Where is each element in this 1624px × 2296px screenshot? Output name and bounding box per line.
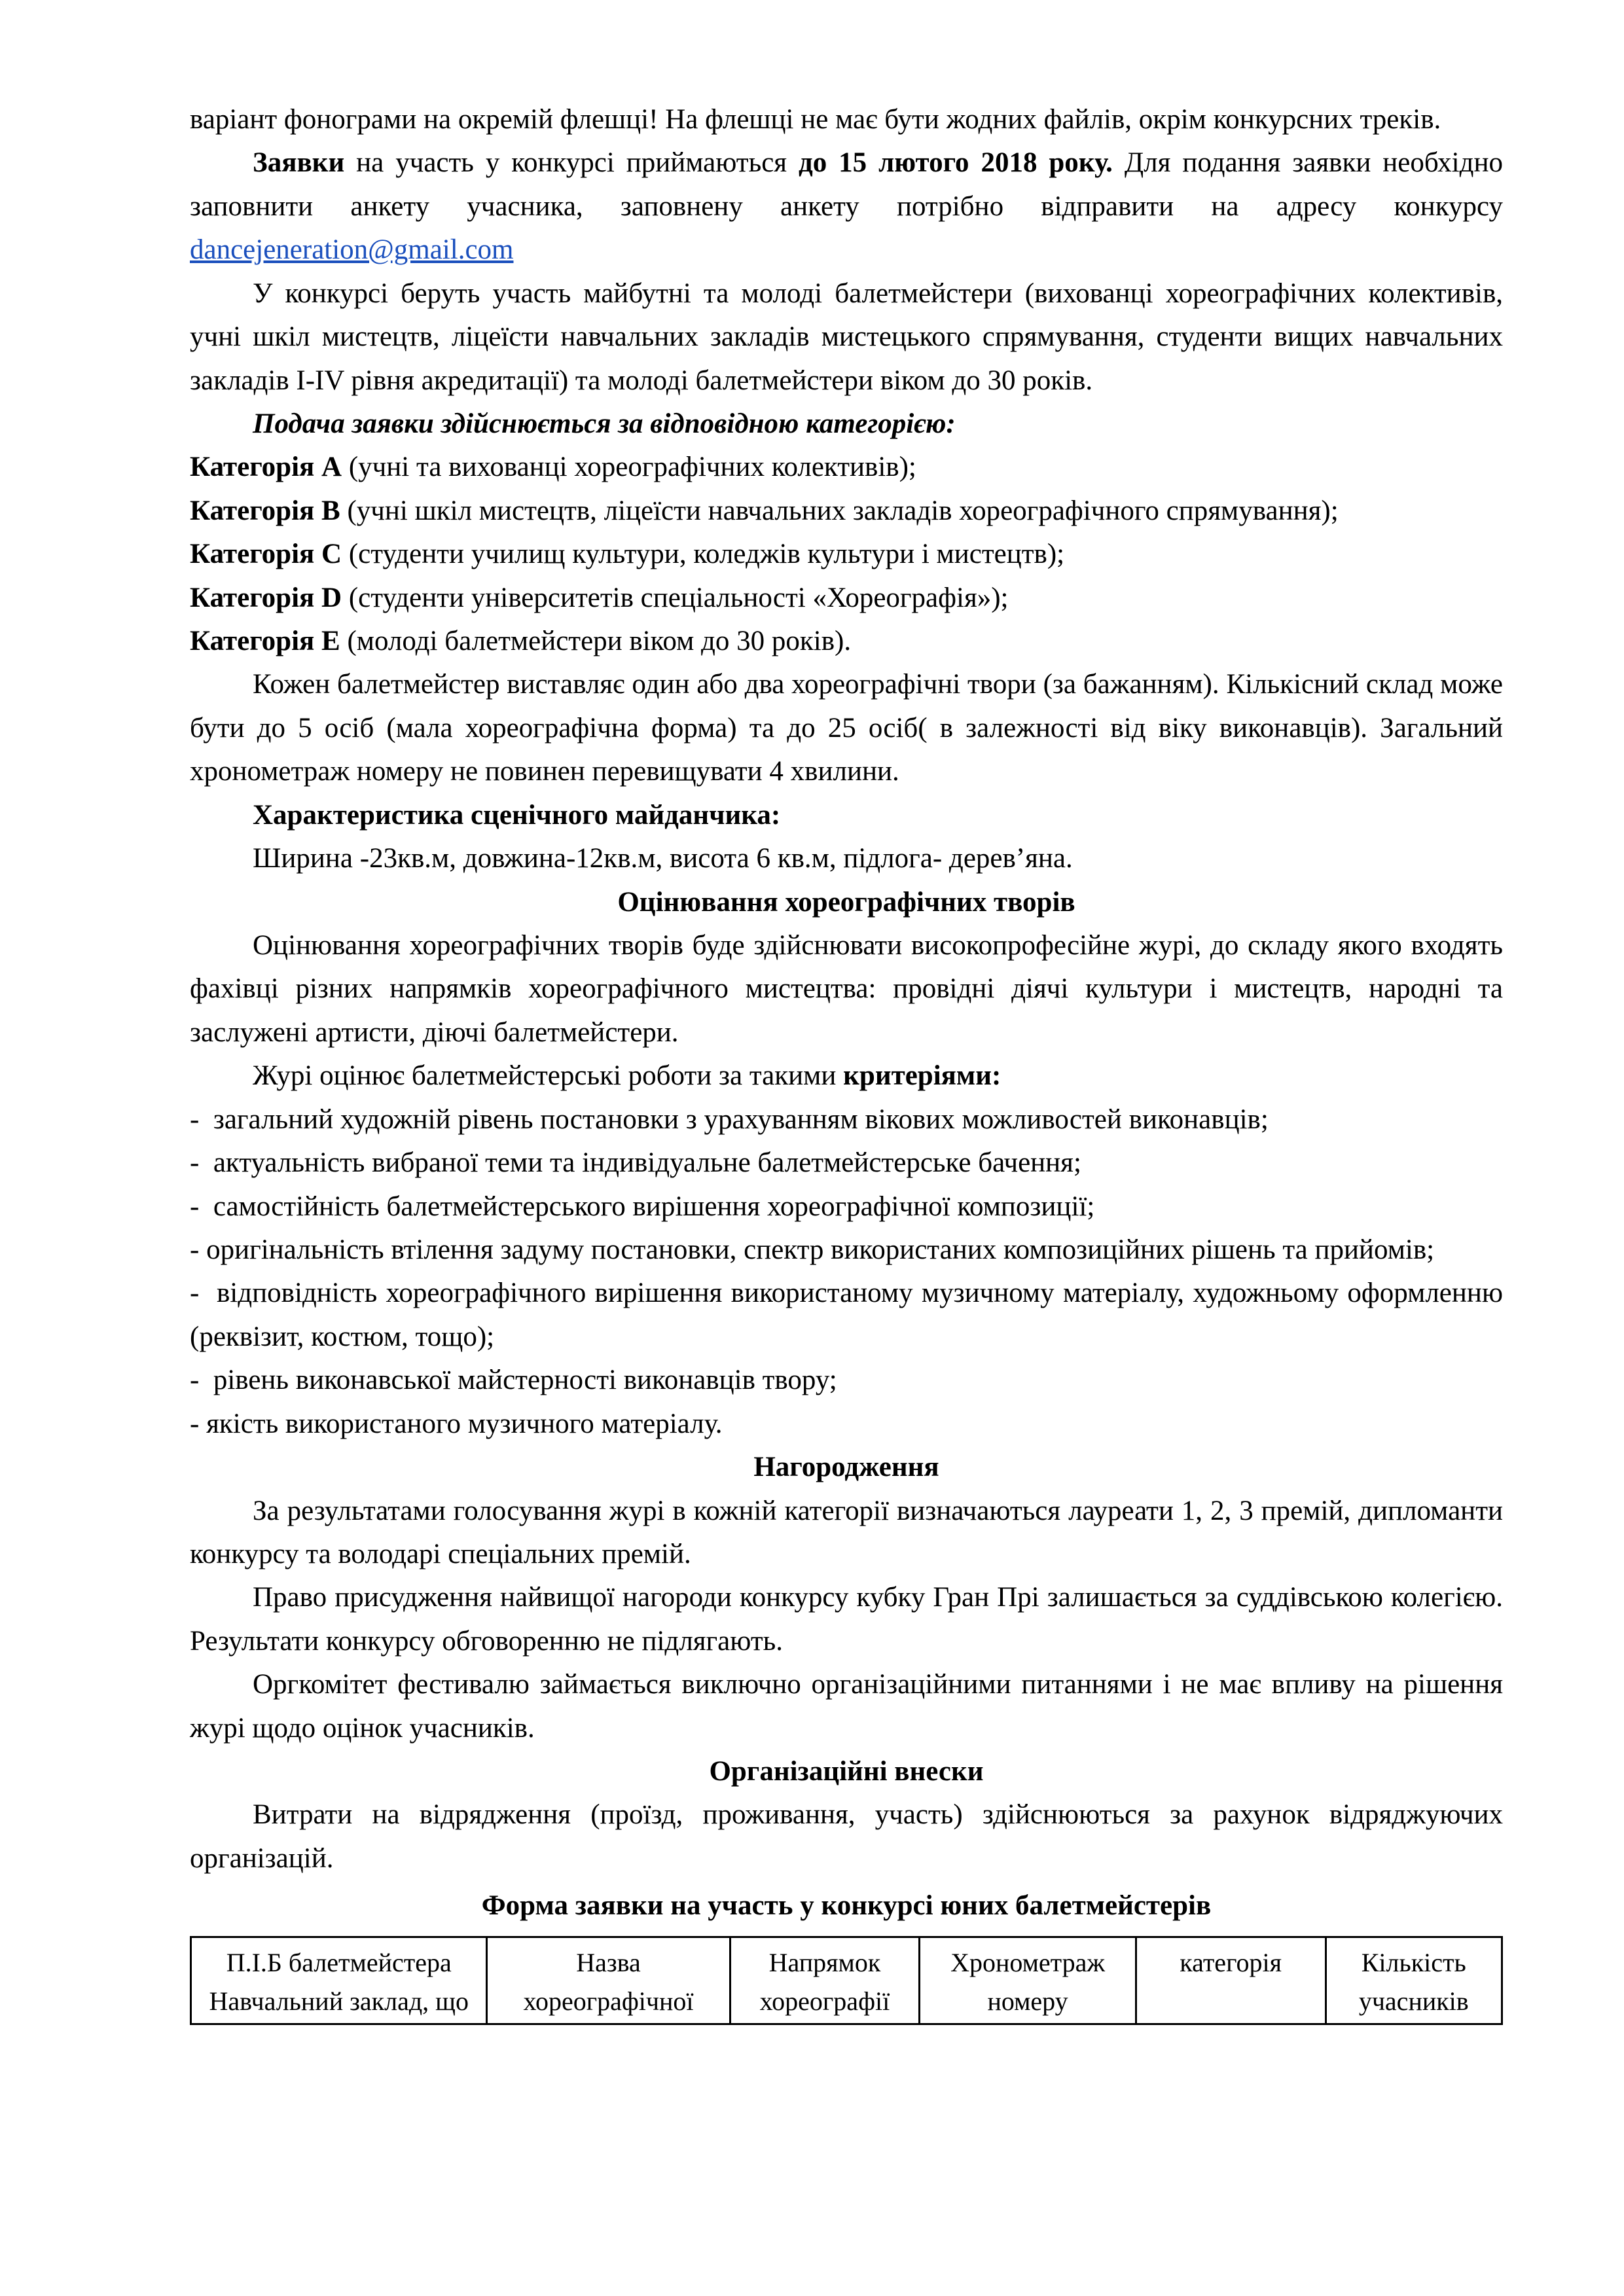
header-line-2: номеру bbox=[987, 1986, 1068, 2016]
criteria-intro-text: Журі оцінює балетмейстерські роботи за такими bbox=[253, 1060, 844, 1092]
paragraph-orgcommittee: Оргкомітет фестивалю займається виключно організаційними питаннями і не має впливу на рішення журі щодо оцінок учасників. bbox=[190, 1669, 1503, 1744]
applications-text-1: на участь у конкурсі приймаються bbox=[344, 147, 799, 179]
category-b-desc: (учні шкіл мистецтв, ліцеїсти навчальних закладів хореографічного спрямування); bbox=[340, 495, 1339, 526]
paragraph-awards-results: За результатами голосування журі в кожній категорії визначаються лауреати 1, 2, 3 премій, дипломанти конкурсу та володарі спеціальних премій. bbox=[190, 1495, 1503, 1570]
criterion-text-3: самостійність балетмейстерського вирішення хореографічної композиції; bbox=[213, 1191, 1095, 1222]
category-c bbox=[190, 533, 1503, 576]
contest-email-link[interactable]: dancejeneration@gmail.com bbox=[190, 234, 514, 266]
category-c-desc: (студенти училищ культури, коледжів культури і мистецтв); bbox=[342, 539, 1065, 570]
table-header-cell-category bbox=[1136, 1937, 1326, 2024]
category-d bbox=[190, 577, 1503, 620]
paragraph-grand-prix: Право присудження найвищої нагороди конкурсу кубку Гран Прі залишається за суддівською колегією. Результати конкурсу обговоренню не підлягають. bbox=[190, 1582, 1503, 1657]
categories-heading-text: Подача заявки здійснюється за відповідною категорією: bbox=[253, 408, 956, 439]
category-e bbox=[190, 620, 1503, 663]
criterion-item-3 bbox=[190, 1185, 1503, 1229]
criterion-bullet-2: - bbox=[190, 1147, 200, 1179]
category-a bbox=[190, 446, 1503, 489]
awards-heading-text: Нагородження bbox=[753, 1452, 939, 1483]
paragraph-fees: Витрати на відрядження (проїзд, проживання, участь) здійснюються за рахунок відряджуючих організацій. bbox=[190, 1799, 1503, 1874]
criterion-item-6 bbox=[190, 1359, 1503, 1402]
category-b-name: Категорія B bbox=[190, 495, 340, 526]
stage-specs: Ширина -23кв.м, довжина-12кв.м, висота 6 кв.м, підлога- дерев’яна. bbox=[253, 843, 1073, 874]
stage-heading-text: Характеристика сценічного майданчика: bbox=[253, 799, 781, 831]
criterion-text-1: загальний художній рівень постановки з урахуванням вікових можливостей виконавців; bbox=[213, 1103, 1269, 1135]
paragraph-applications bbox=[190, 141, 1503, 272]
applications-label: Заявки bbox=[253, 147, 345, 179]
header-line-2: учасників bbox=[1358, 1986, 1469, 2016]
header-line-2: хореографії bbox=[759, 1986, 890, 2016]
applications-text-2: Для подання заявки необхідно заповнити анкету учасника, заповнену анкету потрібно відправити на адресу конкурсу bbox=[190, 147, 1503, 222]
fees-heading-text: Організаційні внески bbox=[709, 1756, 984, 1787]
table-header-cell-direction bbox=[730, 1937, 920, 2024]
header-line-1: Напрямок bbox=[768, 1947, 881, 1977]
categories-heading bbox=[190, 403, 1503, 446]
fees-heading bbox=[190, 1750, 1503, 1793]
criterion-text-2: актуальність вибраної теми та індивідуальне балетмейстерське бачення; bbox=[213, 1147, 1081, 1179]
category-d-name: Категорія D bbox=[190, 582, 342, 613]
criterion-item-5 bbox=[190, 1272, 1503, 1359]
category-e-name: Категорія E bbox=[190, 626, 340, 657]
category-c-name: Категорія C bbox=[190, 539, 342, 570]
criterion-text-4: оригінальність втілення задуму постановки, спектр використаних композиційних рішень та прийомів; bbox=[206, 1234, 1435, 1265]
criterion-text-6: рівень виконавської майстерності виконавців твору; bbox=[213, 1365, 837, 1396]
criterion-bullet-4: - bbox=[190, 1234, 200, 1265]
criterion-item-1 bbox=[190, 1098, 1503, 1141]
awards-heading bbox=[190, 1446, 1503, 1489]
stage-heading bbox=[190, 794, 1503, 837]
header-line-1: Назва bbox=[576, 1947, 641, 1977]
table-header-cell-title bbox=[487, 1937, 730, 2024]
header-line-1: категорія bbox=[1180, 1947, 1282, 1977]
paragraph-phonogram: варіант фонограми на окремій флешці! На флешці не має бути жодних файлів, окрім конкурсних треків. bbox=[190, 104, 1441, 135]
criterion-item-2 bbox=[190, 1141, 1503, 1185]
evaluation-heading bbox=[190, 881, 1503, 924]
criteria-intro bbox=[190, 1054, 1503, 1098]
criterion-text-5: відповідність хореографічного вирішення використаному музичному матеріалу, художньому оформленню (реквізит, костюм, тощо); bbox=[190, 1278, 1504, 1352]
application-form-table bbox=[190, 1936, 1503, 2025]
paragraph-participants: У конкурсі беруть участь майбутні та молоді балетмейстери (вихованці хореографічних колективів, учні шкіл мистецтв, ліцеїсти навчальних закладів мистецького спрямування, студенти вищих навчальних закладів I-IV рівня акредитації) та молоді балетмейстери віком до 30 років. bbox=[190, 278, 1503, 396]
header-line-1: Хронометраж bbox=[950, 1947, 1106, 1977]
criterion-bullet-7: - bbox=[190, 1408, 200, 1439]
table-header-row bbox=[191, 1937, 1502, 2024]
evaluation-heading-text: Оцінювання хореографічних творів bbox=[617, 886, 1075, 918]
paragraph-jury: Оцінювання хореографічних творів буде здійснювати високопрофесійне журі, до складу якого входять фахівці різних напрямків хореографічного мистецтва: провідні діячі культури і мистецтв, народні та заслужені артисти, діючі балетмейстери. bbox=[190, 930, 1503, 1048]
header-line-2: хореографічної bbox=[523, 1986, 694, 2016]
category-b bbox=[190, 490, 1503, 533]
application-form-title: Форма заявки на участь у конкурсі юних балетмейстерів bbox=[481, 1890, 1212, 1922]
criteria-label: критеріями: bbox=[843, 1060, 1001, 1092]
header-line-1: Кількість bbox=[1361, 1947, 1466, 1977]
criterion-bullet-6: - bbox=[190, 1365, 200, 1396]
criterion-bullet-1: - bbox=[190, 1103, 200, 1135]
criterion-bullet-3: - bbox=[190, 1191, 200, 1222]
category-a-desc: (учні та вихованці хореографічних колективів); bbox=[342, 452, 916, 483]
deadline-date: до 15 лютого 2018 року. bbox=[799, 147, 1113, 179]
header-line-2: Навчальний заклад, що bbox=[209, 1986, 469, 2016]
criterion-text-7: якість використаного музичного матеріалу. bbox=[206, 1408, 723, 1439]
criterion-bullet-5: - bbox=[190, 1278, 200, 1309]
category-a-name: Категорія A bbox=[190, 452, 342, 483]
criterion-item-4 bbox=[190, 1229, 1503, 1272]
header-line-1: П.І.Б балетмейстера bbox=[226, 1947, 452, 1977]
table-header-cell-fullname bbox=[191, 1937, 487, 2024]
category-e-desc: (молоді балетмейстери віком до 30 років). bbox=[340, 626, 852, 657]
table-header-cell-duration bbox=[920, 1937, 1136, 2024]
table-header-cell-participants bbox=[1326, 1937, 1502, 2024]
criterion-item-7 bbox=[190, 1403, 1503, 1446]
category-d-desc: (студенти університетів спеціальності «Хореографія»); bbox=[342, 582, 1009, 613]
paragraph-works: Кожен балетмейстер виставляє один або два хореографічні твори (за бажанням). Кількісний склад може бути до 5 осіб (мала хореографічна форма) та до 25 осіб( в залежності від віку виконавців). Загальний хронометраж номеру не повинен перевищувати 4 хвилини. bbox=[190, 669, 1503, 787]
